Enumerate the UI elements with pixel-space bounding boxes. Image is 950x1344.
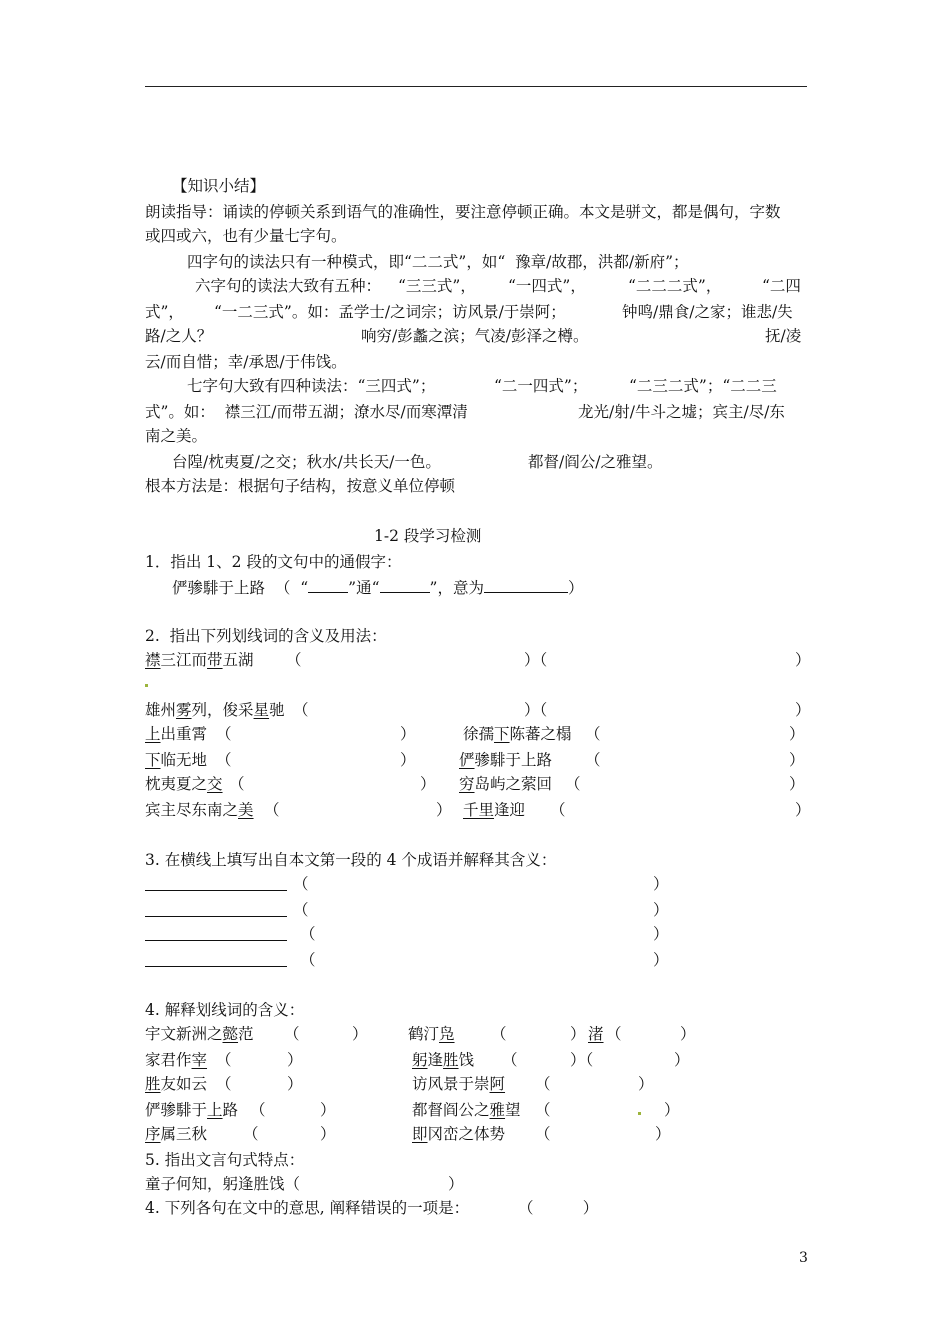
open-paren: （: [300, 951, 316, 969]
idiom-row: [145, 950, 287, 972]
close-paren: ）: [674, 1051, 690, 1069]
open-paren: （: [216, 1075, 232, 1093]
close-paren: ）: [436, 801, 452, 819]
question-2-item: 穷岛屿之萦回: [459, 775, 553, 793]
summary-text: “二四: [762, 277, 801, 295]
question-2-item: 下临无地: [145, 751, 208, 769]
close-paren: ）: [320, 1101, 336, 1119]
answer-blank[interactable]: [145, 900, 287, 917]
question-5-label: 5. 指出文言句式特点：: [145, 1151, 305, 1169]
open-paren: （: [286, 651, 302, 669]
question-2-label: 2. 指出下列划线词的含义及用法：: [145, 627, 387, 645]
question-2-item: 上出重霄: [145, 725, 208, 743]
question-1-row: 俨骖騑于上路 （ “ ”通“ ”，意为 ）: [172, 576, 583, 598]
question-2-item: 俨骖騑于上路: [459, 751, 553, 769]
summary-text: 台隍/枕夷夏/之交；秋水/共长天/一色。: [172, 453, 441, 471]
close-paren: ）: [448, 1175, 464, 1193]
summary-text: 六字句的读法大致有五种：: [195, 277, 382, 295]
close-paren: ）: [400, 725, 416, 743]
summary-text: 钟鸣/鼎食/之家；谁悲/失: [622, 303, 793, 321]
summary-text: 式”。如： 襟三江/而带五湖；潦水尽/而寒潭清: [145, 403, 468, 421]
question-1-label: 1．指出 1、2 段的文句中的通假字：: [145, 553, 402, 571]
close-paren: ）: [680, 1025, 696, 1043]
open-paren: （: [229, 775, 245, 793]
summary-text: 响穷/彭蠡之滨；气凌/彭泽之樽。: [361, 327, 589, 345]
summary-text: 根本方法是：根据句子结构，按意义单位停顿: [145, 477, 456, 495]
question-6-label: 4. 下列各句在文中的意思, 阐释错误的一项是：: [145, 1199, 470, 1217]
close-paren: ）: [287, 1051, 303, 1069]
mid-paren: ）（: [524, 651, 548, 669]
question-4-item: 渚: [588, 1025, 604, 1043]
close-paren: ）: [638, 1075, 654, 1093]
idiom-row: [145, 924, 287, 946]
close-paren: ）: [653, 925, 669, 943]
page-number: 3: [799, 1250, 808, 1266]
close-paren: ）: [655, 1125, 671, 1143]
open-paren: （: [264, 801, 280, 819]
question-4-label: 4. 解释划线词的含义：: [145, 1001, 305, 1019]
close-paren: ）: [795, 801, 811, 819]
stray-dot: [145, 684, 148, 687]
question-4-item: 胜友如云: [145, 1075, 208, 1093]
answer-blank[interactable]: [145, 924, 287, 941]
open-paren: （: [216, 725, 232, 743]
mid-paren: ）（: [524, 701, 548, 719]
question-4-item: 俨骖騑于上路: [145, 1101, 239, 1119]
close-paren: ）: [795, 651, 811, 669]
summary-text: “三三式”，: [398, 277, 476, 295]
close-paren: ）: [789, 751, 805, 769]
summary-text: 式”，: [145, 303, 184, 321]
question-4-item: 访风景于崇阿: [412, 1075, 506, 1093]
summary-text: 七字句大致有四种读法：“三四式”；: [187, 377, 436, 395]
close-paren: ）: [653, 951, 669, 969]
summary-text: 朗读指导：诵读的停顿关系到语气的准确性，要注意停顿正确。本文是骈文，都是偶句，字数: [145, 203, 781, 221]
close-paren: ）: [570, 1025, 586, 1043]
question-2-item: 徐孺下陈蕃之榻: [463, 725, 572, 743]
answer-blank[interactable]: [145, 950, 287, 967]
close-paren: ）: [287, 1075, 303, 1093]
summary-text: 或四或六，也有少量七字句。: [145, 227, 347, 245]
summary-text: 南之美。: [145, 427, 208, 445]
open-paren: （: [502, 1051, 518, 1069]
mid-paren: ）（: [570, 1051, 594, 1069]
summary-text: 龙光/射/牛斗之墟；宾主/尽/东: [578, 403, 785, 421]
open-paren: （: [216, 1051, 232, 1069]
open-paren: （: [491, 1025, 507, 1043]
question-4-item: 都督阎公之雅望: [412, 1101, 521, 1119]
answer-blank[interactable]: [484, 576, 568, 593]
close-paren: ）: [352, 1025, 368, 1043]
open-paren: （: [535, 1075, 551, 1093]
header-rule: [145, 86, 807, 87]
question-4-item: 鹤汀凫: [408, 1025, 455, 1043]
answer-paren: （ ）: [518, 1199, 599, 1217]
open-paren: （: [284, 1025, 300, 1043]
summary-text: “二一四式”；: [494, 377, 588, 395]
question-4-item: 躬逢胜饯: [412, 1051, 475, 1069]
question-4-item: 即冈峦之体势: [412, 1125, 506, 1143]
summary-text: “一二三式”。如：孟学士/之词宗；访风景/于崇阿；: [214, 303, 566, 321]
open-paren: （: [585, 725, 601, 743]
summary-text: “二三二式”；“二二三: [629, 377, 777, 395]
close-paren: ）: [420, 775, 436, 793]
open-paren: （: [293, 901, 309, 919]
summary-text: 都督/阎公/之雅望。: [528, 453, 663, 471]
summary-text: 四字句的读法只有一种模式，即“二二式”，如“ 豫章/故郡，洪都/新府”；: [187, 253, 689, 271]
question-4-item: 宇文新洲之懿范: [145, 1025, 254, 1043]
answer-blank[interactable]: [145, 874, 287, 891]
open-paren: （: [300, 925, 316, 943]
open-paren: （: [250, 1101, 266, 1119]
summary-text: 路/之人？: [145, 327, 213, 345]
sentence: 俨骖騑于上路: [172, 579, 266, 597]
open-paren: （: [535, 1101, 551, 1119]
open-paren: （: [585, 751, 601, 769]
question-3-label: 3. 在横线上填写出自本文第一段的 4 个成语并解释其含义：: [145, 851, 557, 869]
summary-text: “一四式”，: [508, 277, 586, 295]
question-2-item: 千里逢迎: [463, 801, 526, 819]
summary-text: “二二二式”，: [628, 277, 722, 295]
answer-blank[interactable]: [380, 576, 430, 593]
stray-dot: [638, 1112, 641, 1115]
close-paren: ）: [795, 701, 811, 719]
answer-blank[interactable]: [308, 576, 348, 593]
close-paren: ）: [400, 751, 416, 769]
question-2-item: 襟三江而带五湖: [145, 651, 254, 669]
question-2-item: 宾主尽东南之美: [145, 801, 254, 819]
open-paren: （: [565, 775, 581, 793]
question-4-item: 家君作宰: [145, 1051, 208, 1069]
close-paren: ）: [653, 901, 669, 919]
close-paren: ）: [789, 725, 805, 743]
open-paren: （: [293, 875, 309, 893]
open-paren: （: [535, 1125, 551, 1143]
question-4-item: 序属三秋: [145, 1125, 208, 1143]
close-paren: ）: [320, 1125, 336, 1143]
summary-text: 抚/凌: [765, 327, 802, 345]
close-paren: ）: [653, 875, 669, 893]
section-title: 1-2 段学习检测: [374, 527, 482, 545]
open-paren: （: [293, 701, 309, 719]
open-paren: （: [216, 751, 232, 769]
close-paren: ）: [789, 775, 805, 793]
open-paren: （: [550, 801, 566, 819]
idiom-row: [145, 900, 287, 922]
question-5-sentence: 童子何知，躬逢胜饯（: [145, 1175, 301, 1193]
open-paren: （: [606, 1025, 622, 1043]
question-2-item: 雄州雾列，俊采星驰: [145, 701, 285, 719]
question-2-item: 枕夷夏之交: [145, 775, 223, 793]
close-paren: ）: [664, 1101, 680, 1119]
open-paren: （: [243, 1125, 259, 1143]
idiom-row: [145, 874, 287, 896]
summary-text: 云/而自惜；幸/承恩/于伟饯。: [145, 353, 347, 371]
summary-title: 【知识小结】: [172, 177, 266, 195]
